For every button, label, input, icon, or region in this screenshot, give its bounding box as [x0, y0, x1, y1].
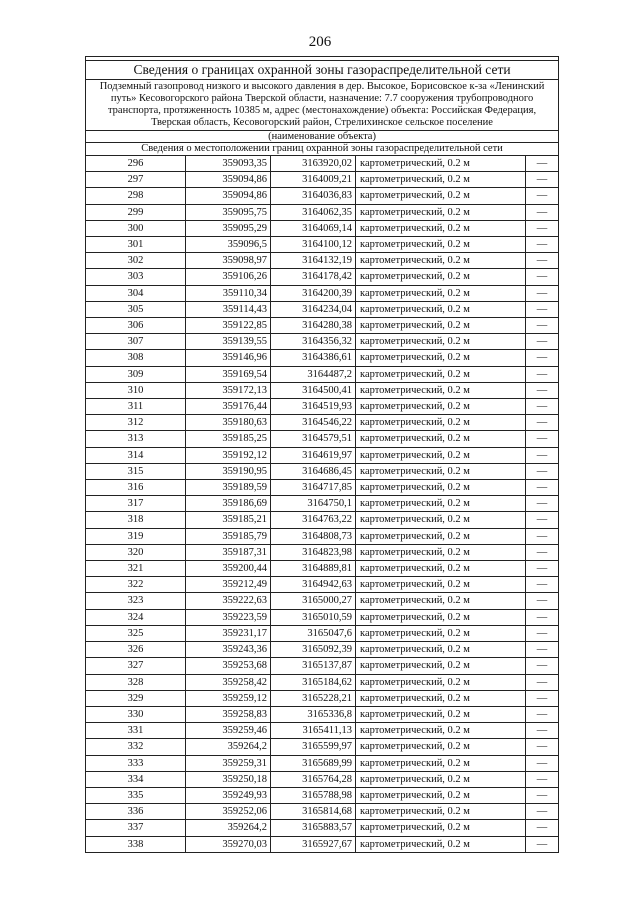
point-number-cell: 303 — [86, 269, 186, 285]
coord-x-cell: 359259,31 — [186, 755, 271, 771]
coord-y-cell: 3164546,22 — [271, 415, 356, 431]
table-row — [86, 642, 559, 658]
point-number-cell: 307 — [86, 334, 186, 350]
table-row — [86, 836, 559, 852]
coord-y-cell: 3164823,98 — [271, 544, 356, 560]
description-cell: — — [526, 366, 559, 382]
method-cell: картометрический, 0.2 м — [356, 642, 526, 658]
coord-y-cell: 3164200,39 — [271, 285, 356, 301]
coord-x-cell: 359110,34 — [186, 285, 271, 301]
coord-y-cell: 3164386,61 — [271, 350, 356, 366]
point-number-cell: 324 — [86, 609, 186, 625]
table-row — [86, 447, 559, 463]
method-cell: картометрический, 0.2 м — [356, 318, 526, 334]
coord-y-cell: 3164942,63 — [271, 577, 356, 593]
description-cell: — — [526, 593, 559, 609]
coord-x-cell: 359252,06 — [186, 804, 271, 820]
table-row — [86, 399, 559, 415]
method-cell: картометрический, 0.2 м — [356, 561, 526, 577]
table-row — [86, 820, 559, 836]
point-number-cell: 314 — [86, 447, 186, 463]
point-number-cell: 325 — [86, 625, 186, 641]
description-cell: — — [526, 739, 559, 755]
description-cell: — — [526, 561, 559, 577]
table-row — [86, 625, 559, 641]
table-row — [86, 739, 559, 755]
method-cell: картометрический, 0.2 м — [356, 496, 526, 512]
description-cell: — — [526, 172, 559, 188]
coord-x-cell: 359185,25 — [186, 431, 271, 447]
coord-y-cell: 3165047,6 — [271, 625, 356, 641]
description-cell: — — [526, 820, 559, 836]
method-cell: картометрический, 0.2 м — [356, 658, 526, 674]
table-row — [86, 366, 559, 382]
description-cell: — — [526, 285, 559, 301]
table-row — [86, 755, 559, 771]
coord-x-cell: 359258,83 — [186, 706, 271, 722]
point-number-cell: 331 — [86, 723, 186, 739]
coord-x-cell: 359185,79 — [186, 528, 271, 544]
description-cell: — — [526, 609, 559, 625]
coord-x-cell: 359185,21 — [186, 512, 271, 528]
method-cell: картометрический, 0.2 м — [356, 820, 526, 836]
coord-x-cell: 359094,86 — [186, 188, 271, 204]
coord-y-cell: 3164356,32 — [271, 334, 356, 350]
coord-y-cell: 3164519,93 — [271, 399, 356, 415]
method-cell: картометрический, 0.2 м — [356, 220, 526, 236]
method-cell: картометрический, 0.2 м — [356, 593, 526, 609]
table-row — [86, 561, 559, 577]
method-cell: картометрический, 0.2 м — [356, 269, 526, 285]
point-number-cell: 335 — [86, 787, 186, 803]
description-cell: — — [526, 301, 559, 317]
coord-y-cell: 3164036,83 — [271, 188, 356, 204]
coord-x-cell: 359169,54 — [186, 366, 271, 382]
coord-y-cell: 3165010,59 — [271, 609, 356, 625]
coord-y-cell: 3165228,21 — [271, 690, 356, 706]
coord-x-cell: 359106,26 — [186, 269, 271, 285]
table-row — [86, 544, 559, 560]
point-number-cell: 315 — [86, 463, 186, 479]
method-cell: картометрический, 0.2 м — [356, 787, 526, 803]
table-row — [86, 658, 559, 674]
coord-x-cell: 359093,35 — [186, 156, 271, 172]
description-cell: — — [526, 690, 559, 706]
description-cell: — — [526, 674, 559, 690]
table-row — [86, 156, 559, 172]
method-cell: картометрический, 0.2 м — [356, 350, 526, 366]
coord-x-cell: 359094,86 — [186, 172, 271, 188]
coord-x-cell: 359264,2 — [186, 739, 271, 755]
table-row — [86, 480, 559, 496]
table-row — [86, 690, 559, 706]
point-number-cell: 334 — [86, 771, 186, 787]
point-number-cell: 296 — [86, 156, 186, 172]
coord-x-cell: 359114,43 — [186, 301, 271, 317]
method-cell: картометрический, 0.2 м — [356, 237, 526, 253]
method-cell: картометрический, 0.2 м — [356, 836, 526, 852]
coord-x-cell: 359187,31 — [186, 544, 271, 560]
method-cell: картометрический, 0.2 м — [356, 544, 526, 560]
point-number-cell: 318 — [86, 512, 186, 528]
coord-x-cell: 359095,29 — [186, 220, 271, 236]
coord-x-cell: 359176,44 — [186, 399, 271, 415]
coord-x-cell: 359212,49 — [186, 577, 271, 593]
point-number-cell: 316 — [86, 480, 186, 496]
coord-x-cell: 359258,42 — [186, 674, 271, 690]
point-number-cell: 336 — [86, 804, 186, 820]
coord-y-cell: 3164717,85 — [271, 480, 356, 496]
coord-y-cell: 3165092,39 — [271, 642, 356, 658]
description-cell: — — [526, 237, 559, 253]
method-cell: картометрический, 0.2 м — [356, 253, 526, 269]
description-cell: — — [526, 625, 559, 641]
location-header: Сведения о местоположении границ охранной зоны газораспределительной сети — [86, 143, 559, 156]
point-number-cell: 337 — [86, 820, 186, 836]
table-row — [86, 512, 559, 528]
description-cell: — — [526, 156, 559, 172]
method-cell: картометрический, 0.2 м — [356, 382, 526, 398]
description-cell: — — [526, 836, 559, 852]
table-row — [86, 804, 559, 820]
description-cell: — — [526, 480, 559, 496]
coord-x-cell: 359264,2 — [186, 820, 271, 836]
coord-x-cell: 359096,5 — [186, 237, 271, 253]
coord-y-cell: 3164280,38 — [271, 318, 356, 334]
description-cell: — — [526, 415, 559, 431]
point-number-cell: 332 — [86, 739, 186, 755]
coord-x-cell: 359222,63 — [186, 593, 271, 609]
description-cell: — — [526, 253, 559, 269]
table-row — [86, 609, 559, 625]
method-cell: картометрический, 0.2 м — [356, 755, 526, 771]
table-title: Сведения о границах охранной зоны газораспределительной сети — [86, 61, 559, 80]
coord-y-cell: 3164234,04 — [271, 301, 356, 317]
boundary-table — [85, 56, 559, 853]
table-row — [86, 415, 559, 431]
point-number-cell: 321 — [86, 561, 186, 577]
method-cell: картометрический, 0.2 м — [356, 301, 526, 317]
coord-y-cell: 3164500,41 — [271, 382, 356, 398]
point-number-cell: 298 — [86, 188, 186, 204]
coord-x-cell: 359192,12 — [186, 447, 271, 463]
description-cell: — — [526, 787, 559, 803]
method-cell: картометрический, 0.2 м — [356, 804, 526, 820]
coord-y-cell: 3165689,99 — [271, 755, 356, 771]
point-number-cell: 308 — [86, 350, 186, 366]
coord-y-cell: 3164808,73 — [271, 528, 356, 544]
coord-x-cell: 359139,55 — [186, 334, 271, 350]
title-row — [86, 61, 559, 80]
method-cell: картометрический, 0.2 м — [356, 512, 526, 528]
method-cell: картометрический, 0.2 м — [356, 674, 526, 690]
description-cell: — — [526, 269, 559, 285]
description-cell: — — [526, 771, 559, 787]
method-cell: картометрический, 0.2 м — [356, 690, 526, 706]
table-row — [86, 431, 559, 447]
coord-x-cell: 359243,36 — [186, 642, 271, 658]
coord-y-cell: 3164132,19 — [271, 253, 356, 269]
table-row — [86, 269, 559, 285]
method-cell: картометрический, 0.2 м — [356, 334, 526, 350]
page-number: 206 — [308, 34, 332, 50]
coord-y-cell: 3165788,98 — [271, 787, 356, 803]
point-number-cell: 300 — [86, 220, 186, 236]
coord-x-cell: 359250,18 — [186, 771, 271, 787]
coord-y-cell: 3164178,42 — [271, 269, 356, 285]
table-row — [86, 188, 559, 204]
description-cell: — — [526, 512, 559, 528]
point-number-cell: 327 — [86, 658, 186, 674]
method-cell: картометрический, 0.2 м — [356, 739, 526, 755]
point-number-cell: 330 — [86, 706, 186, 722]
coord-x-cell: 359253,68 — [186, 658, 271, 674]
coord-y-cell: 3165137,87 — [271, 658, 356, 674]
coord-x-cell: 359231,17 — [186, 625, 271, 641]
coord-y-cell: 3165184,62 — [271, 674, 356, 690]
point-number-cell: 311 — [86, 399, 186, 415]
table-row — [86, 496, 559, 512]
object-caption: (наименование объекта) — [86, 131, 559, 143]
point-number-cell: 312 — [86, 415, 186, 431]
point-number-cell: 322 — [86, 577, 186, 593]
coord-y-cell: 3165814,68 — [271, 804, 356, 820]
description-cell: — — [526, 318, 559, 334]
method-cell: картометрический, 0.2 м — [356, 577, 526, 593]
point-number-cell: 306 — [86, 318, 186, 334]
table-row — [86, 301, 559, 317]
coord-x-cell: 359172,13 — [186, 382, 271, 398]
point-number-cell: 317 — [86, 496, 186, 512]
description-cell: — — [526, 658, 559, 674]
table-row — [86, 204, 559, 220]
table-row — [86, 318, 559, 334]
method-cell: картометрический, 0.2 м — [356, 609, 526, 625]
coord-x-cell: 359249,93 — [186, 787, 271, 803]
table-row — [86, 382, 559, 398]
coord-y-cell: 3164763,22 — [271, 512, 356, 528]
coord-x-cell: 359122,85 — [186, 318, 271, 334]
method-cell: картометрический, 0.2 м — [356, 447, 526, 463]
coord-x-cell: 359146,96 — [186, 350, 271, 366]
point-number-cell: 338 — [86, 836, 186, 852]
coord-x-cell: 359186,69 — [186, 496, 271, 512]
coord-x-cell: 359259,12 — [186, 690, 271, 706]
table-row — [86, 253, 559, 269]
coord-x-cell: 359189,59 — [186, 480, 271, 496]
point-number-cell: 326 — [86, 642, 186, 658]
point-number-cell: 301 — [86, 237, 186, 253]
coord-y-cell: 3164100,12 — [271, 237, 356, 253]
coord-x-cell: 359180,63 — [186, 415, 271, 431]
description-cell: — — [526, 431, 559, 447]
point-number-cell: 320 — [86, 544, 186, 560]
table-row — [86, 350, 559, 366]
method-cell: картометрический, 0.2 м — [356, 188, 526, 204]
coord-x-cell: 359270,03 — [186, 836, 271, 852]
description-cell: — — [526, 399, 559, 415]
coord-y-cell: 3165764,28 — [271, 771, 356, 787]
table-row — [86, 593, 559, 609]
coord-y-cell: 3164579,51 — [271, 431, 356, 447]
description-cell: — — [526, 544, 559, 560]
method-cell: картометрический, 0.2 м — [356, 480, 526, 496]
coord-y-cell: 3165336,8 — [271, 706, 356, 722]
point-number-cell: 310 — [86, 382, 186, 398]
point-number-cell: 299 — [86, 204, 186, 220]
method-cell: картометрический, 0.2 м — [356, 723, 526, 739]
coord-y-cell: 3165927,67 — [271, 836, 356, 852]
coord-x-cell: 359095,75 — [186, 204, 271, 220]
description-cell: — — [526, 577, 559, 593]
coord-x-cell: 359200,44 — [186, 561, 271, 577]
table-row — [86, 528, 559, 544]
method-cell: картометрический, 0.2 м — [356, 204, 526, 220]
point-number-cell: 333 — [86, 755, 186, 771]
object-description: Подземный газопровод низкого и высокого давления в дер. Высокое, Борисовское к-за «Ленинский путь» Кесовогорского района Тверской области, назначение: 7.7 сооружения трубопроводного транспорта, протяженность 10385 м, адрес (местонахождение) объекта: Российская Федерация, Тверская область, Кесовогорский район, Стрелихинское сельское поселение — [86, 80, 559, 131]
method-cell: картометрический, 0.2 м — [356, 366, 526, 382]
coord-y-cell: 3163920,02 — [271, 156, 356, 172]
description-cell: — — [526, 382, 559, 398]
method-cell: картометрический, 0.2 м — [356, 172, 526, 188]
table-row — [86, 787, 559, 803]
table-row — [86, 463, 559, 479]
description-cell: — — [526, 350, 559, 366]
coord-x-cell: 359259,46 — [186, 723, 271, 739]
coord-y-cell: 3164062,35 — [271, 204, 356, 220]
table-row — [86, 674, 559, 690]
method-cell: картометрический, 0.2 м — [356, 156, 526, 172]
point-number-cell: 297 — [86, 172, 186, 188]
description-cell: — — [526, 220, 559, 236]
description-cell: — — [526, 334, 559, 350]
coord-y-cell: 3164686,45 — [271, 463, 356, 479]
coord-x-cell: 359223,59 — [186, 609, 271, 625]
table-row — [86, 771, 559, 787]
table-row — [86, 285, 559, 301]
method-cell: картометрический, 0.2 м — [356, 415, 526, 431]
coord-x-cell: 359190,95 — [186, 463, 271, 479]
table-row — [86, 334, 559, 350]
description-cell: — — [526, 496, 559, 512]
method-cell: картометрический, 0.2 м — [356, 431, 526, 447]
description-cell: — — [526, 723, 559, 739]
method-cell: картометрический, 0.2 м — [356, 625, 526, 641]
coord-y-cell: 3165411,13 — [271, 723, 356, 739]
coord-y-cell: 3164619,97 — [271, 447, 356, 463]
description-cell: — — [526, 463, 559, 479]
point-number-cell: 305 — [86, 301, 186, 317]
method-cell: картометрический, 0.2 м — [356, 771, 526, 787]
point-number-cell: 319 — [86, 528, 186, 544]
description-cell: — — [526, 447, 559, 463]
description-cell: — — [526, 642, 559, 658]
description-cell: — — [526, 804, 559, 820]
point-number-cell: 302 — [86, 253, 186, 269]
table-row — [86, 220, 559, 236]
coord-y-cell: 3165000,27 — [271, 593, 356, 609]
table-row — [86, 706, 559, 722]
location-header-row — [86, 143, 559, 156]
table-row — [86, 237, 559, 253]
coord-y-cell: 3165599,97 — [271, 739, 356, 755]
method-cell: картометрический, 0.2 м — [356, 706, 526, 722]
coord-y-cell: 3164069,14 — [271, 220, 356, 236]
table-row — [86, 577, 559, 593]
description-cell: — — [526, 755, 559, 771]
coord-x-cell: 359098,97 — [186, 253, 271, 269]
table-row — [86, 723, 559, 739]
method-cell: картометрический, 0.2 м — [356, 399, 526, 415]
coord-y-cell: 3164487,2 — [271, 366, 356, 382]
method-cell: картометрический, 0.2 м — [356, 528, 526, 544]
point-number-cell: 328 — [86, 674, 186, 690]
table-row — [86, 172, 559, 188]
point-number-cell: 304 — [86, 285, 186, 301]
coord-y-cell: 3164750,1 — [271, 496, 356, 512]
point-number-cell: 323 — [86, 593, 186, 609]
coord-y-cell: 3164889,81 — [271, 561, 356, 577]
point-number-cell: 313 — [86, 431, 186, 447]
description-cell: — — [526, 706, 559, 722]
method-cell: картометрический, 0.2 м — [356, 285, 526, 301]
method-cell: картометрический, 0.2 м — [356, 463, 526, 479]
description-row — [86, 80, 559, 131]
coord-y-cell: 3164009,21 — [271, 172, 356, 188]
description-cell: — — [526, 528, 559, 544]
point-number-cell: 329 — [86, 690, 186, 706]
description-cell: — — [526, 204, 559, 220]
point-number-cell: 309 — [86, 366, 186, 382]
caption-row — [86, 131, 559, 143]
description-cell: — — [526, 188, 559, 204]
coord-y-cell: 3165883,57 — [271, 820, 356, 836]
